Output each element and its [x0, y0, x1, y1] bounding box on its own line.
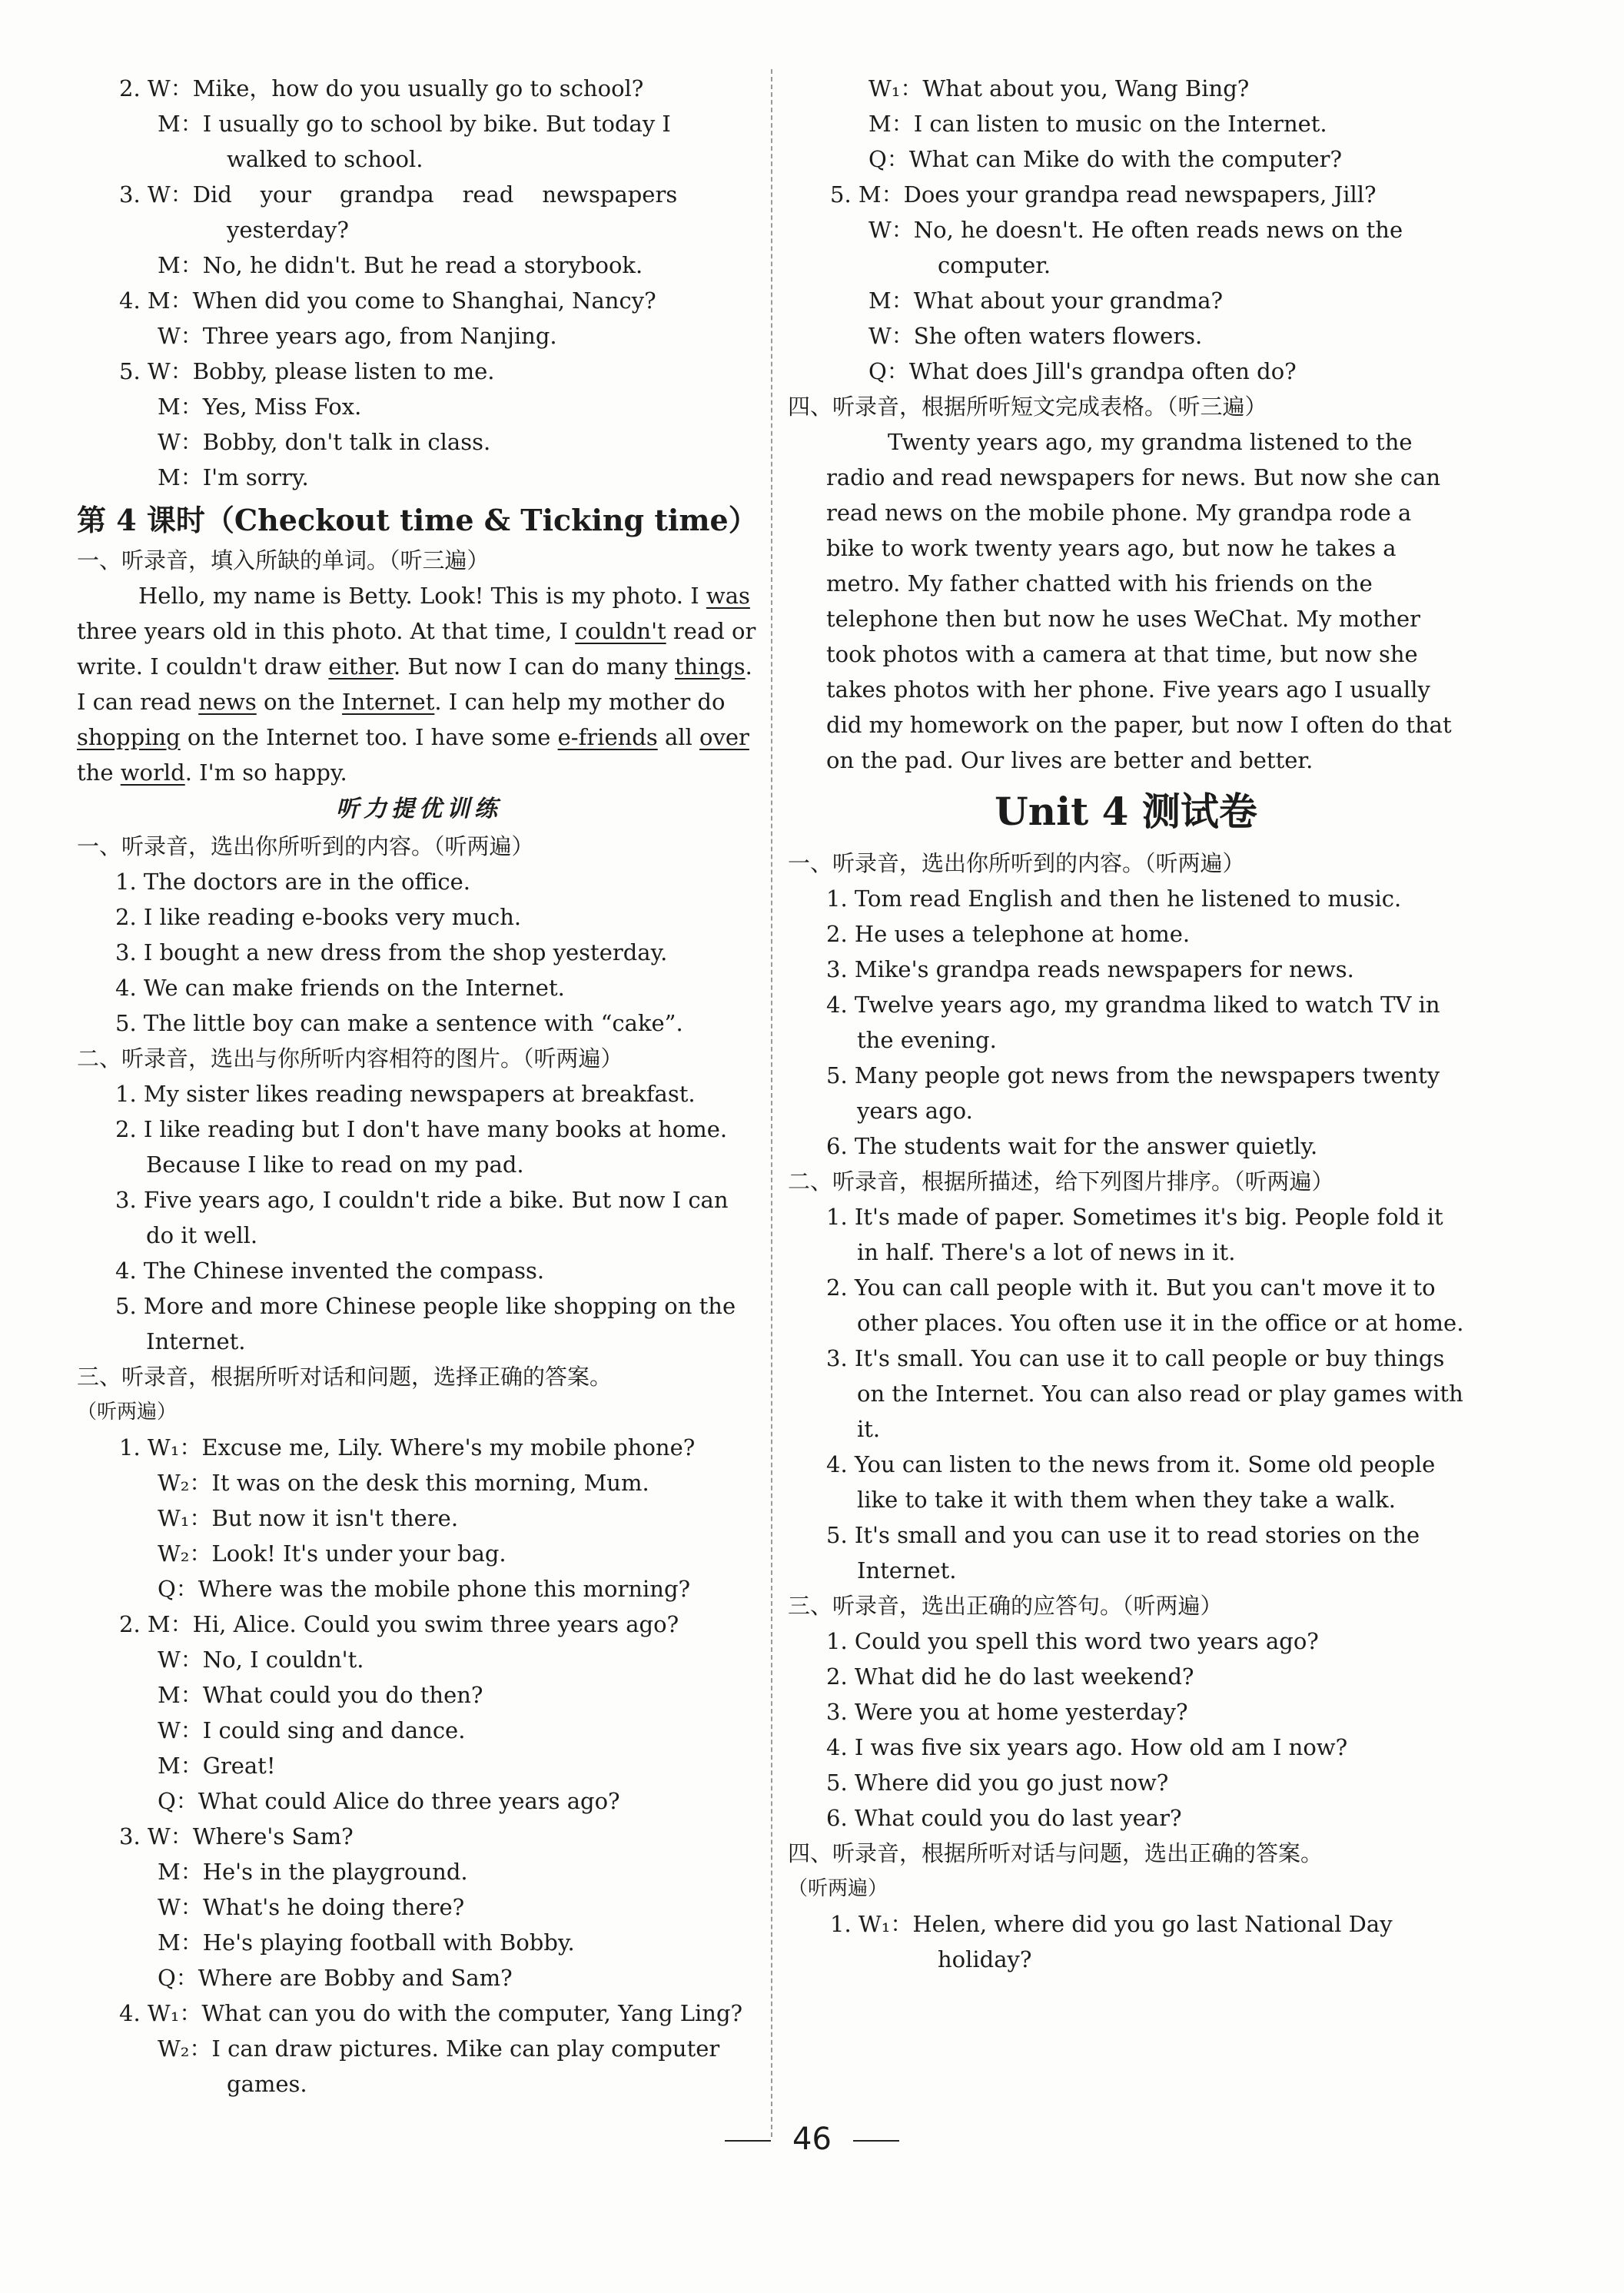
dialogue-line: W₁：But now it isn't there.: [158, 1505, 459, 1531]
dialogue-line: W：No, he doesn't. He often reads news on the: [868, 217, 1403, 243]
passage-text: three years old in this photo. At that time, I: [77, 583, 758, 644]
dialogue-line: 4. W₁：What can you do with the computer, Yang Ling?: [119, 2000, 743, 2026]
item-list: [788, 1199, 1470, 1588]
section-title: 一、听录音，选出你所听到的内容。（听两遍）: [788, 850, 1245, 876]
dialogue-line: M：He's in the playground.: [158, 1859, 468, 1885]
section-title: 三、听录音，根据所听对话和问题，选择正确的答案。: [77, 1364, 613, 1390]
list-item: 5. More and more Chinese people like shopping on the Internet.: [115, 1293, 743, 1354]
section-title: 四、听录音，根据所听短文完成表格。（听三遍）: [788, 394, 1267, 420]
list-item: 1. Tom read English and then he listened to music.: [826, 886, 1402, 912]
dialogue-block: [788, 71, 1464, 389]
column-divider: [771, 69, 772, 2137]
dialogue-line: 1. W₁：Excuse me, Lily. Where's my mobile phone?: [119, 1434, 696, 1461]
dialogue-line: walked to school.: [227, 146, 423, 172]
passage-text: on the: [256, 689, 343, 715]
list-item: 1. Could you spell this word two years ago?: [826, 1628, 1319, 1654]
dialogue-line: W₂：Look! It's under your bag.: [158, 1540, 506, 1567]
list-item: 4. The Chinese invented the compass.: [115, 1258, 545, 1284]
dialogue-line: W₂：It was on the desk this morning, Mum.: [158, 1470, 649, 1496]
item-list: [77, 864, 761, 1041]
list-item: 2. I like reading e-books very much.: [115, 904, 522, 930]
cloze-passage: [77, 578, 761, 790]
list-item: 3. Were you at home yesterday?: [826, 1699, 1188, 1725]
dialogue-line: M：What could you do then?: [158, 1682, 483, 1708]
list-item: 5. Where did you go just now?: [826, 1770, 1169, 1796]
unit-title: Unit 4 测试卷: [995, 789, 1257, 834]
dialogue-line: M：I usually go to school by bike. But today I: [158, 111, 671, 137]
passage-text: . I can read: [77, 653, 760, 715]
item-list: [788, 1623, 1464, 1836]
list-item: 2. He uses a telephone at home.: [826, 921, 1191, 947]
list-item: 4. We can make friends on the Internet.: [115, 975, 565, 1001]
dialogue-line: yesterday?: [227, 217, 349, 243]
dialogue-line: W：Bobby, don't talk in class.: [158, 429, 491, 455]
dialogue-block: [77, 71, 761, 495]
dialogue-block: [77, 1430, 761, 2102]
dialogue-line: W₂：I can draw pictures. Mike can play computer: [158, 2035, 720, 2062]
dialogue-line: W：Three years ago, from Nanjing.: [158, 323, 557, 349]
list-item: 5. Many people got news from the newspapers twenty years ago.: [826, 1062, 1447, 1124]
dialogue-line: games.: [227, 2071, 307, 2097]
section-note: （听两遍）: [788, 1877, 888, 1900]
dialogue-line: M：No, he didn't. But he read a storybook.: [158, 252, 643, 278]
answer-blank: was: [706, 583, 750, 609]
list-item: 4. I was five six years ago. How old am I now?: [826, 1734, 1348, 1760]
dialogue-line: Q：What can Mike do with the computer?: [868, 146, 1343, 172]
section-title: 二、听录音，根据所描述，给下列图片排序。（听两遍）: [788, 1168, 1334, 1195]
dialogue-line: Q：Where are Bobby and Sam?: [158, 1965, 513, 1991]
answer-blank: shopping: [77, 724, 181, 750]
dialogue-line: 4. M：When did you come to Shanghai, Nancy?: [119, 287, 656, 314]
list-item: 1. My sister likes reading newspapers at breakfast.: [115, 1081, 696, 1107]
dialogue-line: 5. M：Does your grandpa read newspapers, Jill?: [830, 181, 1377, 208]
answer-blank: either: [328, 653, 394, 680]
list-item: 5. The little boy can make a sentence with “cake”.: [115, 1010, 683, 1036]
dialogue-line: M：Great!: [158, 1753, 276, 1779]
left-column: [77, 71, 761, 2102]
dialogue-line: W：She often waters flowers.: [868, 323, 1203, 349]
dialogue-line: M：Yes, Miss Fox.: [158, 394, 362, 420]
answer-blank: over: [699, 724, 749, 750]
dialogue-line: 3. W：Did your grandpa read newspapers: [119, 181, 678, 208]
list-item: 4. Twelve years ago, my grandma liked to watch TV in the evening.: [826, 992, 1447, 1053]
list-item: 3. Mike's grandpa reads newspapers for news.: [826, 956, 1354, 982]
answer-blank: news: [198, 689, 257, 715]
dialogue-line: 2. M：Hi, Alice. Could you swim three years ago?: [119, 1611, 679, 1637]
dialogue-line: M：He's playing football with Bobby.: [158, 1929, 575, 1956]
list-item: 3. I bought a new dress from the shop yesterday.: [115, 939, 668, 965]
dialogue-line: M：I can listen to music on the Internet.: [868, 111, 1327, 137]
section-title: 一、听录音，填入所缺的单词。（听三遍）: [77, 547, 490, 573]
section-note: （听两遍）: [77, 1401, 178, 1424]
list-item: 2. What did he do last weekend?: [826, 1663, 1194, 1690]
passage-text: Hello, my name is Betty. Look! This is my photo. I: [138, 583, 706, 609]
passage: Twenty years ago, my grandma listened to the radio and read newspapers for news. But now she can read news on the mobile phone. My grandpa rode a bike to work twenty years ago, but now he takes a metro. My father chatted with his friends on the telephone then but now he uses WeChat. My mother took photos with a camera at that time, but now she takes photos with her phone. Five years ago I usually did my homework on the paper, but now I often do that on the pad. Our lives are better and better.: [826, 429, 1459, 773]
dialogue-line: holiday?: [938, 1946, 1032, 1972]
dialogue-line: 1. W₁：Helen, where did you go last National Day: [830, 1911, 1393, 1937]
subheading: 听力提优训练: [336, 796, 502, 822]
passage-text: . I'm so happy.: [184, 759, 347, 786]
answer-blank: world: [120, 759, 185, 786]
passage-text: all: [657, 724, 700, 750]
dialogue-line: Q：What does Jill's grandpa often do?: [868, 358, 1297, 384]
dialogue-line: Q：Where was the mobile phone this morning?: [158, 1576, 691, 1602]
list-item: 1. It's made of paper. Sometimes it's big. People fold it in half. There's a lot of news in it.: [826, 1204, 1450, 1265]
item-list: [77, 1076, 761, 1359]
section-title: 四、听录音，根据所听对话与问题，选出正确的答案。: [788, 1840, 1323, 1866]
dialogue-line: M：What about your grandma?: [868, 287, 1224, 314]
answer-blank: e-friends: [557, 724, 658, 750]
dialogue-line: computer.: [938, 252, 1051, 278]
passage-text: the: [77, 724, 757, 786]
passage-text: on the Internet too. I have some: [180, 724, 558, 750]
passage-text: read or write. I couldn't draw: [77, 618, 763, 680]
list-item: 4. You can listen to the news from it. Some old people like to take it with them when they take a walk.: [826, 1451, 1443, 1513]
list-item: 6. What could you do last year?: [826, 1805, 1182, 1831]
section-title: 三、听录音，选出正确的应答句。（听两遍）: [788, 1593, 1223, 1619]
section-title: 一、听录音，选出你所听到的内容。（听两遍）: [77, 833, 534, 859]
dialogue-block: [788, 1906, 1464, 1977]
dialogue-line: M：I'm sorry.: [158, 464, 309, 490]
dialogue-line: W：No, I couldn't.: [158, 1647, 364, 1673]
list-item: 6. The students wait for the answer quietly.: [826, 1133, 1318, 1159]
passage-text: . But now I can do many: [394, 653, 675, 680]
list-item: 2. You can call people with it. But you can't move it to other places. You often use it in the office or at home.: [826, 1274, 1464, 1336]
list-item: 1. The doctors are in the office.: [115, 869, 471, 895]
list-item: 3. Five years ago, I couldn't ride a bike. But now I can do it well.: [115, 1187, 736, 1248]
dialogue-line: 2. W：Mike，how do you usually go to school?: [119, 75, 644, 101]
answer-blank: Internet: [342, 689, 435, 715]
dialogue-line: W：I could sing and dance.: [158, 1717, 466, 1743]
lesson-heading: 第 4 课时（Checkout time & Ticking time）: [77, 503, 758, 537]
passage-text: . I can help my mother do: [434, 689, 732, 715]
section-title: 二、听录音，选出与你所听内容相符的图片。（听两遍）: [77, 1045, 623, 1072]
page-number: 46: [0, 2122, 1624, 2157]
dialogue-line: 5. W：Bobby, please listen to me.: [119, 358, 495, 384]
dialogue-line: Q：What could Alice do three years ago?: [158, 1788, 620, 1814]
list-item: 3. It's small. You can use it to call people or buy things on the Internet. You can also read or play games with it.: [826, 1345, 1470, 1442]
right-column: [788, 71, 1470, 1977]
list-item: 5. It's small and you can use it to read stories on the Internet.: [826, 1522, 1427, 1583]
answer-blank: things: [674, 653, 746, 680]
dialogue-line: W：What's he doing there?: [158, 1894, 465, 1920]
dialogue-line: 3. W：Where's Sam?: [119, 1823, 354, 1849]
list-item: 2. I like reading but I don't have many books at home. Because I like to read on my pad.: [115, 1116, 735, 1178]
dialogue-line: W₁：What about you, Wang Bing?: [868, 75, 1250, 101]
item-list: [788, 881, 1464, 1164]
answer-blank: couldn't: [575, 618, 666, 644]
